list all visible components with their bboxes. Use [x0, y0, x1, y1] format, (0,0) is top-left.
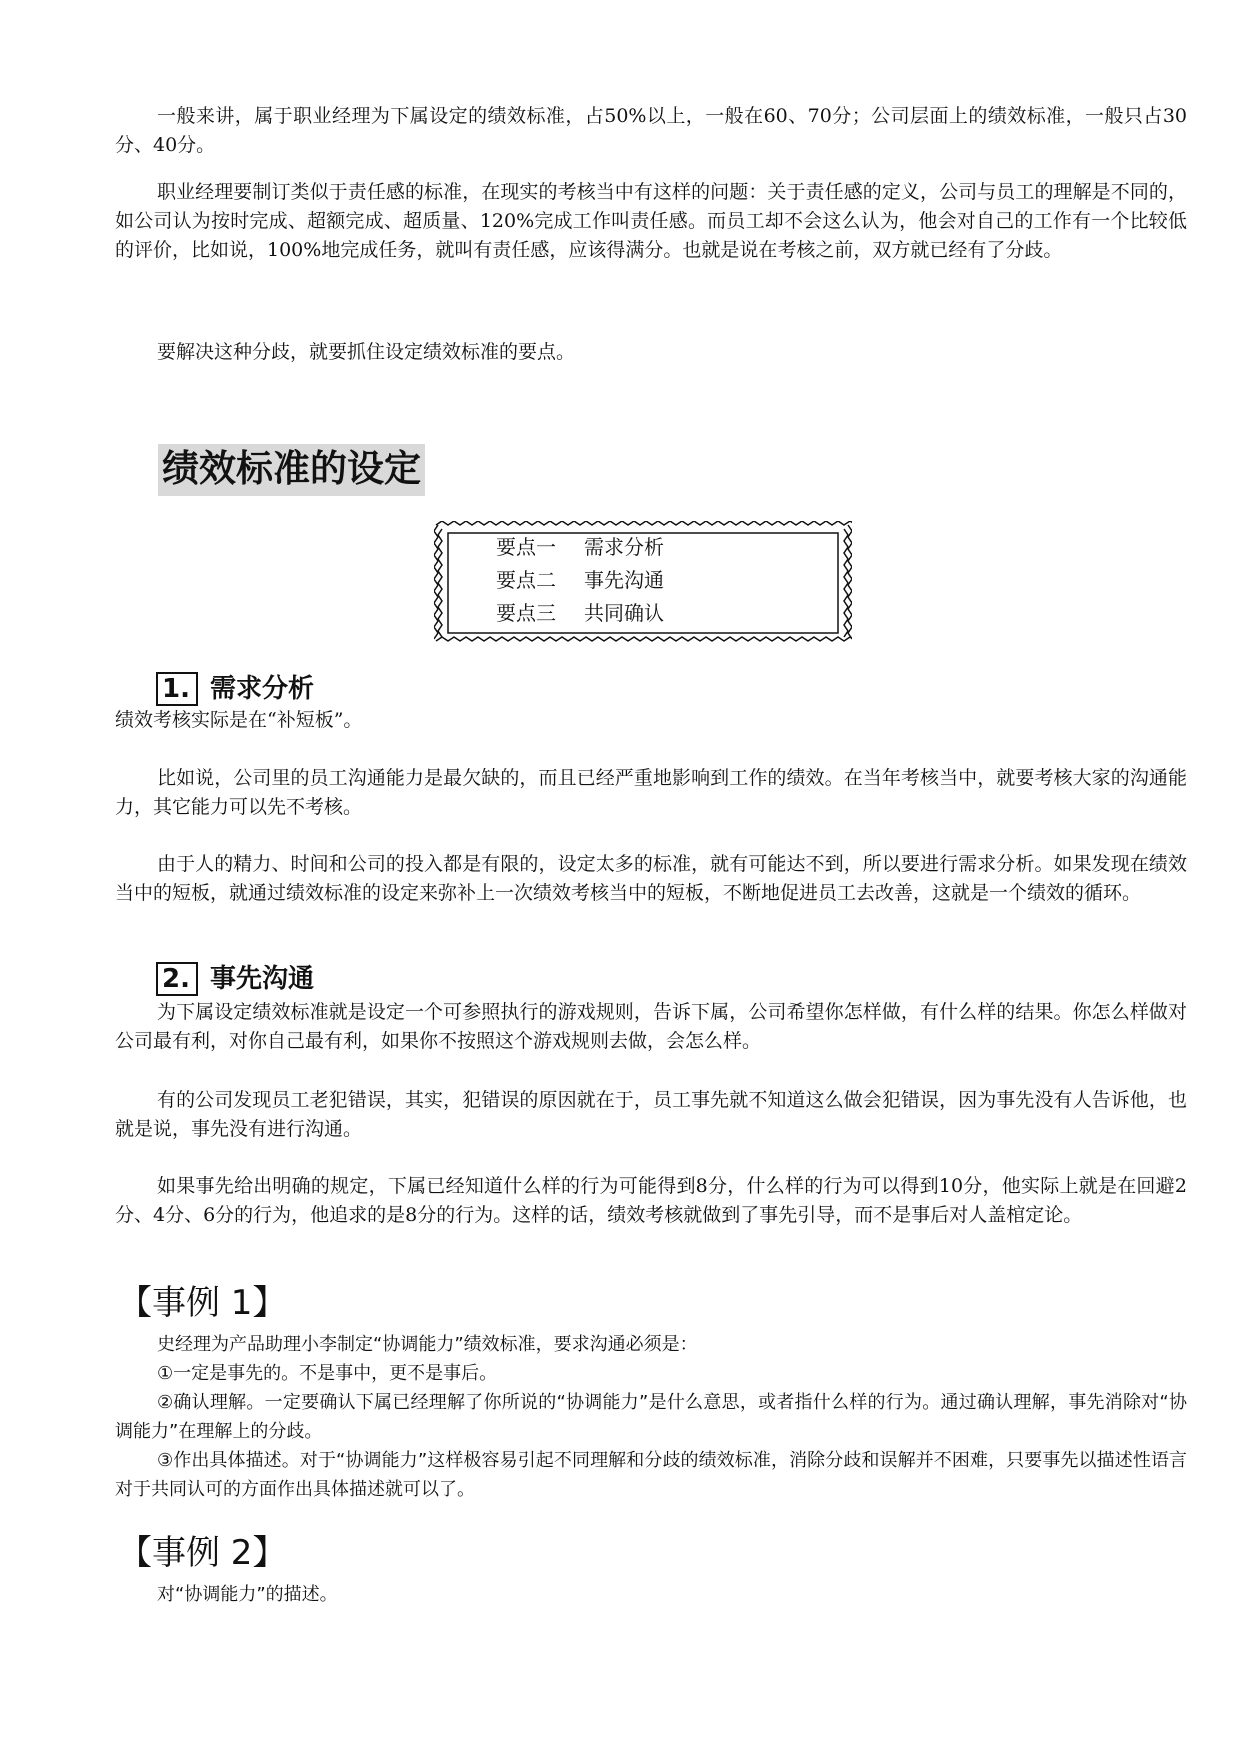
case-2-heading: 【事例 2】	[118, 1533, 287, 1573]
sub1-paragraph-3: 由于人的精力、时间和公司的投入都是有限的，设定太多的标准，就有可能达不到，所以要进行需求分析。如果发现在绩效当中的短板，就通过绩效标准的设定来弥补上一次绩效考核当中的短板，不断地促进员工去改善，这就是一个绩效的循环。	[115, 853, 1187, 904]
subsection-number: 1.	[156, 672, 198, 706]
key-point-item: 要点一 需求分析	[496, 535, 664, 559]
key-points-box	[434, 521, 852, 645]
key-points-list	[496, 531, 664, 630]
case-1-line: 史经理为产品助理小李制定“协调能力”绩效标准，要求沟通必须是：	[157, 1334, 698, 1355]
section-title: 绩效标准的设定	[158, 444, 425, 496]
intro-paragraph-2: 职业经理要制订类似于责任感的标准，在现实的考核当中有这样的问题：关于责任感的定义，公司与员工的理解是不同的，如公司认为按时完成、超额完成、超质量、120%完成工作叫责任感。而员工却不会这么认为，他会对自己的工作有一个比较低的评价，比如说，100%地完成任务，就叫有责任感，应该得满分。也就是说在考核之前，双方就已经有了分歧。	[115, 181, 1187, 261]
case-1-body	[115, 1330, 1187, 1504]
subsection-title: 需求分析	[209, 674, 314, 704]
key-point-item: 要点二 事先沟通	[496, 568, 664, 592]
key-point-item: 要点三 共同确认	[496, 601, 664, 625]
case-2-body	[115, 1580, 1187, 1609]
subsection-heading-1	[156, 672, 314, 706]
subsection-heading-2	[156, 962, 314, 996]
sub1-paragraph-1: 绩效考核实际是在“补短板”。	[115, 709, 363, 731]
case-1-heading: 【事例 1】	[118, 1283, 287, 1323]
intro-paragraph-3: 要解决这种分歧，就要抓住设定绩效标准的要点。	[157, 341, 576, 363]
case-1-line: ②确认理解。一定要确认下属已经理解了你所说的“协调能力”是什么意思，或者指什么样的行为。通过确认理解，事先消除对“协调能力”在理解上的分歧。	[115, 1392, 1187, 1442]
subsection-title: 事先沟通	[209, 964, 314, 994]
sub2-paragraph-2: 有的公司发现员工老犯错误，其实，犯错误的原因就在于，员工事先就不知道这么做会犯错误，因为事先没有人告诉他，也就是说，事先没有进行沟通。	[115, 1089, 1187, 1140]
case-2-line: 对“协调能力”的描述。	[157, 1584, 338, 1605]
subsection-number: 2.	[156, 962, 198, 996]
case-1-line: ①一定是事先的。不是事中，更不是事后。	[157, 1363, 498, 1384]
intro-paragraph-1: 一般来讲，属于职业经理为下属设定的绩效标准，占50%以上，一般在60、70分；公司层面上的绩效标准，一般只占30分、40分。	[115, 105, 1187, 156]
sub2-paragraph-1: 为下属设定绩效标准就是设定一个可参照执行的游戏规则，告诉下属，公司希望你怎样做，有什么样的结果。你怎么样做对公司最有利，对你自己最有利，如果你不按照这个游戏规则去做，会怎么样。	[115, 1001, 1187, 1052]
sub1-paragraph-2: 比如说，公司里的员工沟通能力是最欠缺的，而且已经严重地影响到工作的绩效。在当年考核当中，就要考核大家的沟通能力，其它能力可以先不考核。	[115, 767, 1187, 818]
sub2-paragraph-3: 如果事先给出明确的规定，下属已经知道什么样的行为可能得到8分，什么样的行为可以得到10分，他实际上就是在回避2分、4分、6分的行为，他追求的是8分的行为。这样的话，绩效考核就做到了事先引导，而不是事后对人盖棺定论。	[115, 1175, 1187, 1226]
case-1-line: ③作出具体描述。对于“协调能力”这样极容易引起不同理解和分歧的绩效标准，消除分歧和误解并不困难，只要事先以描述性语言对于共同认可的方面作出具体描述就可以了。	[115, 1450, 1187, 1500]
